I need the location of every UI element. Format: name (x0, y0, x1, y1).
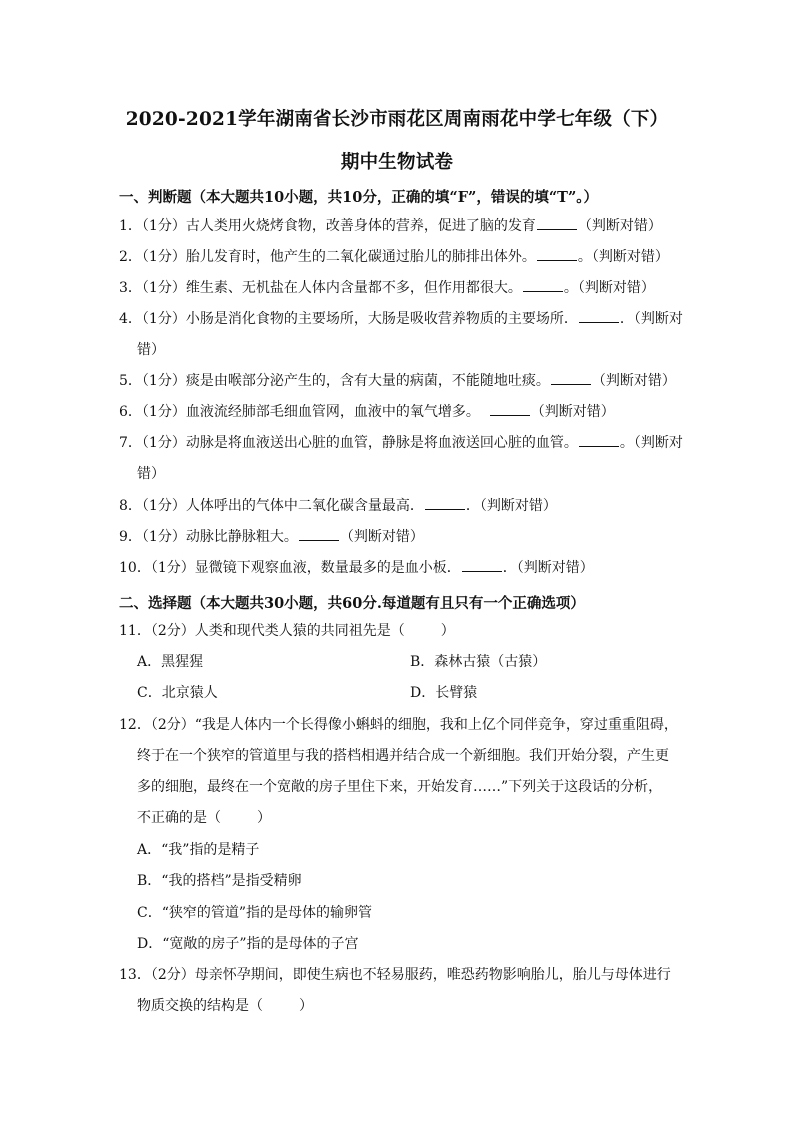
answer-blank[interactable] (537, 216, 577, 230)
answer-blank[interactable] (523, 278, 563, 292)
option-b[interactable]: B．森林古猿（古猿） (410, 654, 547, 670)
question-text: 显微镜下观察血液，数量最多的是血小板． (194, 560, 461, 576)
question-number: 4． (119, 311, 142, 327)
question-number: 7． (119, 435, 142, 451)
question-4-continuation: 错） (137, 342, 165, 358)
question-13-line2 (137, 991, 313, 1022)
question-tail: 。（判断对错） (577, 249, 669, 265)
answer-blank[interactable] (299, 527, 339, 541)
question-text-line: 不正确的是（ (137, 810, 221, 826)
question-4 (119, 304, 683, 335)
question-points: （1分） (141, 498, 186, 514)
question-number: 1． (119, 218, 142, 234)
question-paren-close: ） (257, 810, 271, 826)
question-points: （1分） (150, 560, 195, 576)
question-tail: ．（判断对 (619, 311, 683, 327)
answer-blank[interactable] (579, 309, 619, 323)
question-tail: ．（判断对错） (465, 498, 557, 514)
question-text: 血液流经肺部毛细血管网，血液中的氧气增多。 (185, 404, 480, 420)
question-number: 3． (119, 280, 142, 296)
answer-blank[interactable] (425, 496, 465, 510)
question-text-line: 物质交换的结构是（ (137, 998, 263, 1014)
question-points: （2分） (150, 967, 195, 983)
question-points: （1分） (141, 404, 186, 420)
question-tail: （判断对错） (591, 373, 676, 389)
question-7-continuation: 错） (137, 466, 165, 482)
question-text: 痰是由喉部分泌产生的，含有大量的病菌，不能随地吐痰。 (185, 373, 550, 389)
answer-blank[interactable] (462, 558, 502, 572)
question-points: （1分） (141, 373, 186, 389)
answer-blank[interactable] (537, 247, 577, 261)
option-d[interactable]: D．长臂猿 (410, 685, 478, 701)
question-text: 胎儿发育时，他产生的二氧化碳通过胎儿的肺排出体外。 (185, 249, 536, 265)
option-c[interactable]: C．“狭窄的管道”指的是母体的输卵管 (137, 905, 373, 921)
option-d[interactable]: D．“宽敞的房子”指的是母体的子宫 (137, 936, 359, 952)
question-text: 动脉比静脉粗大。 (185, 529, 298, 545)
question-text: 人类和现代类人猿的共同祖先是（ (194, 623, 405, 639)
question-12 (119, 710, 679, 741)
question-points: （2分） (150, 717, 195, 733)
question-13 (119, 960, 679, 991)
question-8 (119, 491, 679, 522)
question-tail: （判断对错） (577, 218, 662, 234)
question-tail: ．（判断对错） (502, 560, 594, 576)
question-12-line3: 多的细胞，最终在一个宽敞的房子里住下来，开始发育……”下列关于这段话的分析， (137, 779, 663, 795)
question-text: 古人类用火烧烤食物，改善身体的营养，促进了脑的发育 (185, 218, 536, 234)
answer-blank[interactable] (551, 371, 591, 385)
exam-title-line1: 2020-2021学年湖南省长沙市雨花区周南雨花中学七年级（下） (125, 109, 669, 130)
question-7 (119, 428, 683, 459)
question-number: 6． (119, 404, 142, 420)
question-number: 10． (119, 560, 151, 576)
question-points: （1分） (141, 435, 186, 451)
question-points: （1分） (141, 280, 186, 296)
option-a[interactable]: A．“我”指的是精子 (137, 842, 260, 858)
question-text: 人体呼出的气体中二氧化碳含量最高． (185, 498, 424, 514)
question-number: 2． (119, 249, 142, 265)
question-tail: （判断对错） (339, 529, 424, 545)
option-c[interactable]: C．北京猿人 (137, 685, 218, 701)
question-number: 11． (119, 623, 151, 639)
question-2 (119, 242, 679, 273)
question-1 (119, 211, 679, 242)
question-number: 12． (119, 717, 151, 733)
question-text: 小肠是消化食物的主要场所，大肠是吸收营养物质的主要场所． (185, 311, 578, 327)
question-paren-close: ） (299, 998, 313, 1014)
question-points: （1分） (141, 529, 186, 545)
option-a[interactable]: A．黑猩猩 (137, 654, 204, 670)
question-10 (119, 553, 679, 584)
question-text-line: 母亲怀孕期间，即使生病也不轻易服药，唯恐药物影响胎儿，胎儿与母体进行 (194, 967, 671, 983)
answer-blank[interactable] (490, 402, 530, 416)
question-points: （1分） (141, 311, 186, 327)
question-number: 8． (119, 498, 142, 514)
question-12-line2: 终于在一个狭窄的管道里与我的搭档相遇并结合成一个新细胞。我们开始分裂，产生更 (137, 748, 669, 764)
question-points: （2分） (150, 623, 195, 639)
question-5 (119, 366, 679, 397)
question-number: 13． (119, 967, 151, 983)
question-11 (119, 616, 679, 647)
question-tail: 。（判断对错） (563, 280, 655, 296)
question-number: 5． (119, 373, 142, 389)
question-6 (119, 397, 679, 428)
question-points: （1分） (141, 218, 186, 234)
question-text-line: “我是人体内一个长得像小蝌蚪的细胞，我和上亿个同伴竞争，穿过重重阻碍， (194, 717, 678, 733)
question-tail: （判断对错） (530, 404, 615, 420)
question-3 (119, 273, 679, 304)
question-paren-close: ） (440, 623, 455, 639)
option-b[interactable]: B．“我的搭档”是指受精卵 (137, 873, 302, 889)
question-tail: 。（判断对 (619, 435, 683, 451)
question-number: 9． (119, 529, 142, 545)
question-text: 动脉是将血液送出心脏的血管，静脉是将血液送回心脏的血管。 (185, 435, 578, 451)
question-12-line4 (137, 803, 271, 834)
question-9 (119, 522, 679, 553)
answer-blank[interactable] (579, 433, 619, 447)
section2-heading: 二、选择题（本大题共30小题，共60分.每道题有且只有一个正确选项） (119, 595, 585, 612)
question-text: 维生素、无机盐在人体内含量都不多，但作用都很大。 (185, 280, 522, 296)
question-points: （1分） (141, 249, 186, 265)
section1-heading: 一、判断题（本大题共10小题，共10分，正确的填“F”，错误的填“T”。） (119, 189, 599, 206)
exam-title-line2: 期中生物试卷 (340, 152, 454, 173)
